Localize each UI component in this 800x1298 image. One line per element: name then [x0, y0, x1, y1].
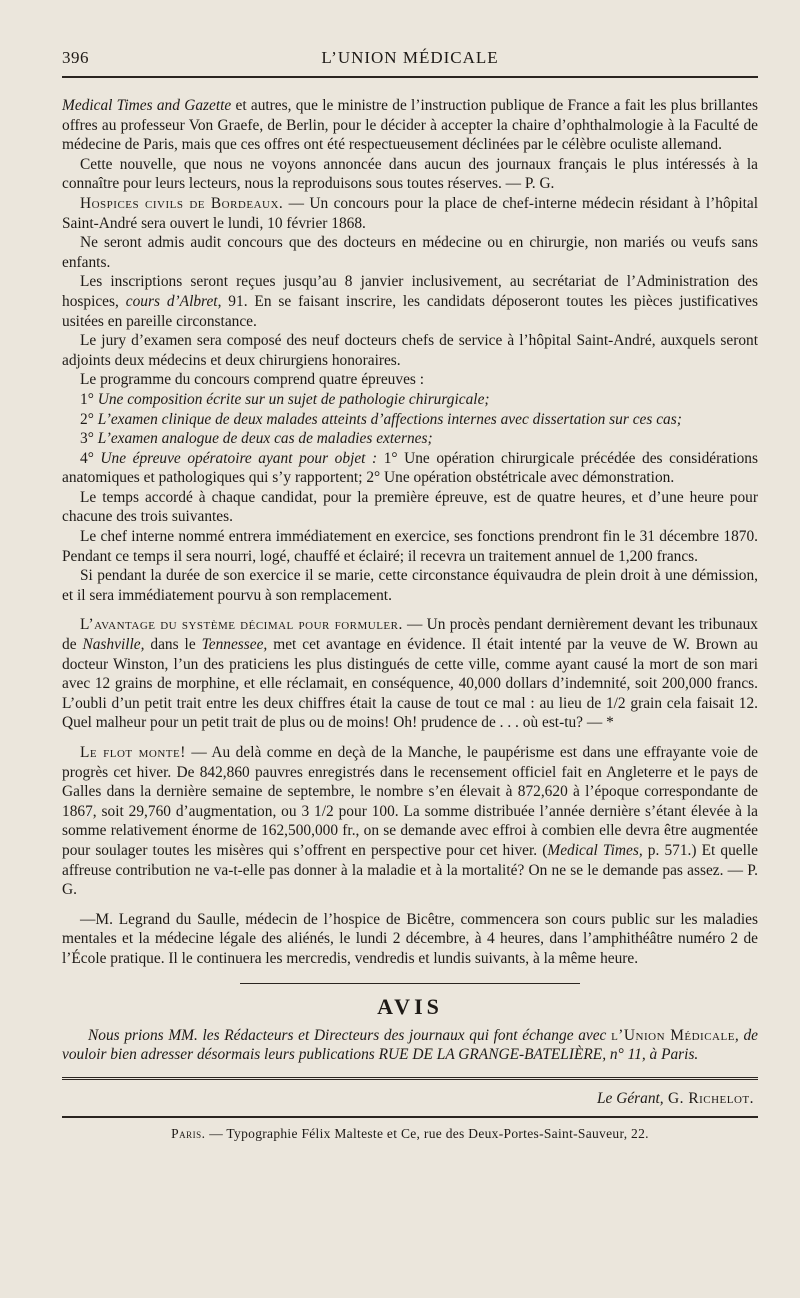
paragraph-temps: Le temps accordé à chaque candidat, pour la première épreuve, est de quatre heures, et d’une heure pour chacune des trois suivantes.	[62, 488, 758, 526]
section-heading: L’avantage du système décimal pour formuler.	[80, 616, 403, 634]
avis-notice	[62, 1026, 758, 1065]
avis-text: , de vouloir bien adresser désormais leurs publications RUE DE LA GRANGE-BATELIÈRE, n° 11, à Paris.	[62, 1026, 758, 1064]
paragraph-text: dans le	[144, 636, 202, 654]
list-number: 3°	[80, 430, 98, 448]
article-body	[62, 96, 758, 969]
paragraph-inscriptions	[62, 272, 758, 331]
avis-title: AVIS	[377, 993, 443, 1019]
paragraph-text: — Un concours pour la place de chef-interne médecin résidant à l’hôpital Saint-André sera ouvert le lundi, 10 février 1868.	[62, 194, 759, 232]
italic-source: Medical Times,	[547, 841, 643, 859]
page-header	[62, 46, 758, 76]
gerant-name: G. Richelot.	[663, 1089, 754, 1107]
printer-text: — Typographie Félix Malteste et Ce, rue des Deux-Portes-Saint-Sauveur, 22.	[205, 1125, 649, 1141]
paragraph-hospices-bordeaux	[62, 194, 758, 233]
list-item-epreuve-2	[62, 410, 758, 430]
paragraph-text: met cet avantage en évidence. Il était intenté par la veuve de W. Brown au docteur Winston, l’un des praticiens les plus distingués de cette ville, comme ayant causé la mort de son mari avec 12 grains de morphine, et elle réclamait, en conséquence, 40,000 dollars d’indemnité, soit 200,000 francs. L’oubli d’un petit trait entre les deux chiffres était la cause de tout ce mal : au lieu de 1/2 grain cela faisait 12. Quel malheur pour un petit trait de plus ou de moins! Oh! prudence de . . . où est-tu? — *	[62, 636, 759, 732]
paragraph-text: — Au delà comme en deçà de la Manche, le paupérisme est dans une effrayante voie de progrès cet hiver. De 842,860 pauvres enregistrés dans le recensement officiel fait en Angleterre et le pays de Galles dans la dernière semaine de septembre, le nombre s’en élevait à 872,620 à l’époque correspondante de 1867, soit 29,760 d’augmentation, ou 3 1/2 pour 100. La somme distribuée l’année dernière s’étant élevée à la somme relativement énorme de 162,500,000 fr., on se demande avec effroi à combien elle devra être augmentée pour soulager toutes les misères qui s’offrent en perspective pour cet hiver. (	[62, 744, 758, 859]
gerant-label: Le Gérant,	[596, 1089, 664, 1107]
paragraph-text: et autres, que le ministre de l’instruction publique de France a fait les plus brillantes offres au professeur Von Graefe, de Berlin, pour le décider à accepter la chaire d’ophthalmologie à la Faculté de médecine de Paris, mais que ces offres ont été respectueusement déclinées par le célèbre oculiste allemand.	[62, 97, 758, 154]
section-heading: Le flot monte!	[80, 744, 186, 761]
paragraph-flot-monte	[62, 743, 758, 900]
list-item-epreuve-1	[62, 390, 758, 410]
footer-rule	[62, 1077, 758, 1080]
section-heading: Hospices civils de Bordeaux.	[80, 194, 284, 212]
paragraph-mariage: Si pendant la durée de son exercice il se marie, cette circonstance équivaudra de plein droit à une démission, et il sera immédiatement pourvu à son remplacement.	[62, 567, 758, 604]
section-divider	[240, 983, 580, 984]
paragraph-systeme-decimal	[62, 615, 758, 733]
printer-line	[62, 1126, 758, 1142]
gerant-line	[62, 1090, 754, 1108]
italic-address: cours d’Albret	[125, 292, 218, 310]
list-number: 2°	[80, 410, 98, 428]
list-text: L’examen clinique de deux malades atteints d’affections internes avec dissertation sur ces cas;	[97, 410, 682, 428]
paragraph-text: p. 571.) Et quelle affreuse contribution ne va-t-elle pas donner à la maladie et à la mortalité? On ne se le demande pas assez. — P. G.	[62, 841, 758, 899]
header-rule	[62, 76, 758, 78]
italic-place: Nashville,	[82, 636, 145, 654]
list-number: 4°	[80, 449, 101, 467]
list-text-rest: 1° Une opération chirurgicale précédée des considérations anatomiques et pathologiques qui s’y rapportent; 2° Une opération obstétricale avec démonstration.	[62, 449, 758, 487]
paragraph-text: , 91. En se faisant inscrire, les candidats déposeront toutes les pièces justificatives usitées en pareille circonstance.	[62, 292, 758, 330]
paragraph-jury: Le jury d’examen sera composé des neuf docteurs chefs de service à l’hôpital Saint-André, auxquels seront adjoints deux médecins et deux chirurgiens honoraires.	[62, 332, 758, 369]
avis-text: Nous prions MM. les Rédacteurs et Directeurs des journaux qui font échange avec	[88, 1026, 612, 1044]
paragraph-nouvelle: Cette nouvelle, que nous ne voyons annoncée dans aucun des journaux français le plus intéressés à la connaître pour leurs lecteurs, nous la reproduisons sous toutes réserves. — P. G.	[62, 155, 758, 193]
paragraph-admission: Ne seront admis audit concours que des docteurs en médecine ou en chirurgie, non mariés ou veufs sans enfants.	[62, 234, 758, 271]
avis-journal-name: l’Union Médicale	[611, 1026, 735, 1044]
paragraph-text: Les inscriptions seront reçues jusqu’au 8 janvier inclusivement, au secrétariat de l’Administration des hospices,	[62, 273, 758, 310]
paragraph-text: — Un procès pendant dernièrement devant les tribunaux de	[62, 616, 758, 654]
paragraph-programme: Le programme du concours comprend quatre épreuves :	[80, 371, 425, 389]
list-text: L’examen analogue de deux cas de maladies externes;	[97, 430, 433, 448]
printer-rule	[62, 1116, 758, 1118]
list-item-epreuve-3	[62, 429, 758, 449]
list-text: Une épreuve opératoire ayant pour objet :	[100, 449, 378, 467]
paragraph-chef-interne: Le chef interne nommé entrera immédiatement en exercice, ses fonctions prendront fin le 31 décembre 1870. Pendant ce temps il sera nourri, logé, chauffé et éclairé; il recevra un traitement annuel de 1,200 francs.	[62, 528, 758, 565]
list-number: 1°	[80, 390, 98, 408]
page-number: 396	[62, 48, 89, 67]
list-text: Une composition écrite sur un sujet de pathologie chirurgicale;	[97, 390, 490, 408]
printer-city: Paris.	[171, 1125, 206, 1141]
paragraph-von-graefe	[62, 96, 758, 155]
running-title: L’UNION MÉDICALE	[321, 48, 499, 67]
list-item-epreuve-4	[62, 449, 758, 488]
italic-source: Medical Times and Gazette	[62, 97, 232, 114]
italic-place: Tennessee,	[201, 636, 268, 654]
paragraph-legrand-du-saulle: —M. Legrand du Saulle, médecin de l’hospice de Bicêtre, commencera son cours public sur les maladies mentales et la médecine légale des aliénés, le lundi 2 décembre, à 4 heures, dans l’amphithéâtre numéro 2 de l’École pratique. Il le continuera les mercredis, vendredis et lundis suivants, à la même heure.	[62, 910, 758, 967]
